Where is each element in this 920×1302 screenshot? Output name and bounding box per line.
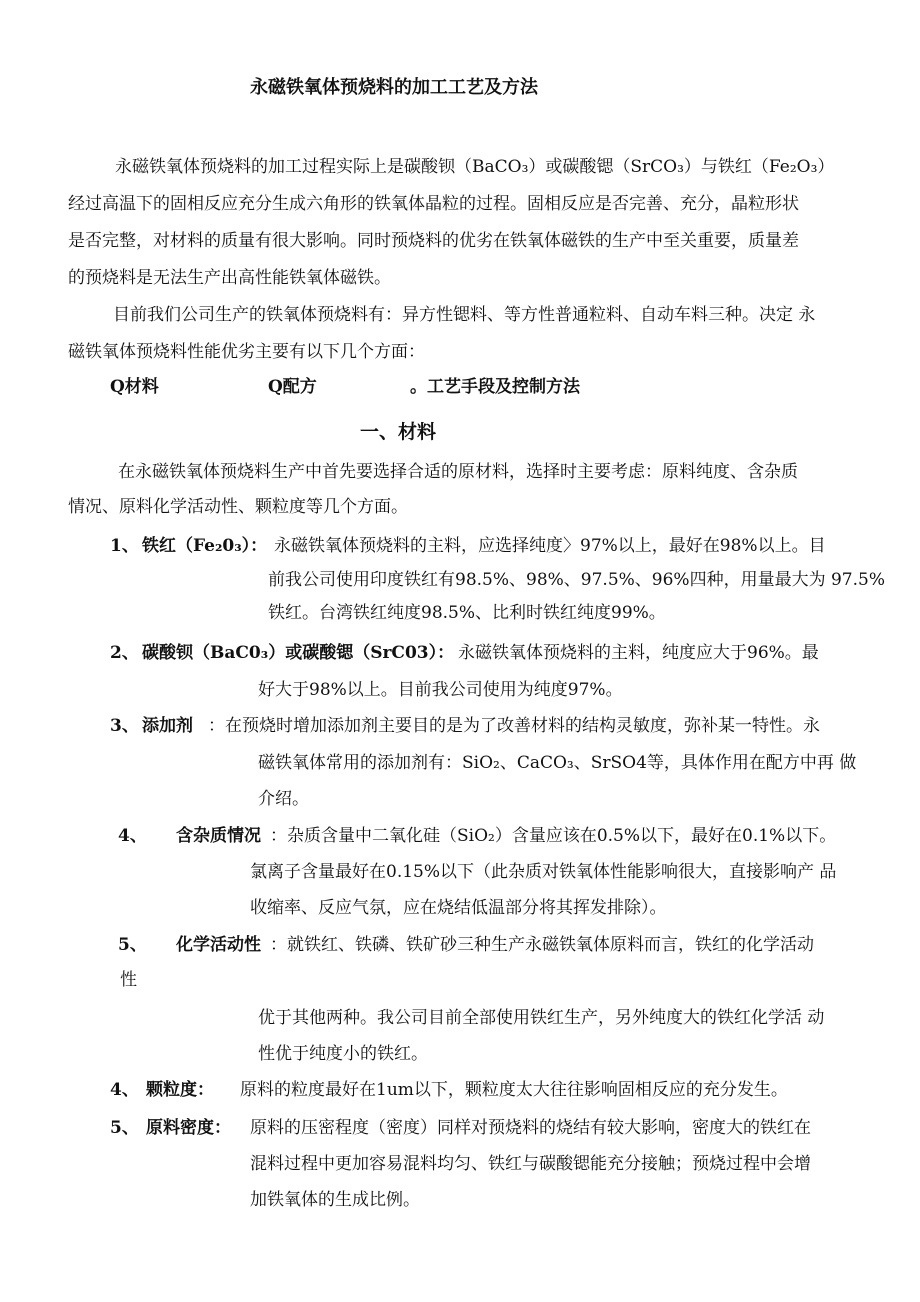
item-number: 3、	[110, 716, 139, 736]
item-text-line: 介绍。	[258, 789, 309, 809]
item-label: 含杂质情况	[176, 826, 261, 846]
item-text-line: 优于其他两种。我公司目前全部使用铁红生产，另外纯度大的铁红化学活 动	[258, 1008, 825, 1028]
item-text-line: 加铁氧体的生成比例。	[250, 1190, 420, 1210]
item-label: 颗粒度：	[146, 1080, 214, 1100]
item-number: 1、	[110, 536, 139, 556]
item-text-line: 收缩率、反应气氛，应在烧结低温部分将其挥发排除）。	[250, 898, 667, 918]
products-line-2: 磁铁氧体预烧料性能优劣主要有以下几个方面：	[68, 342, 425, 362]
aspect-materials: Q材料	[110, 377, 159, 397]
intro-line-2: 经过高温下的固相反应充分生成六角形的铁氧体晶粒的过程。固相反应是否完善、充分，晶粒形状	[68, 194, 799, 214]
item-number: 4、	[118, 826, 147, 846]
item-label: 添加剂	[142, 716, 193, 736]
item-number: 2、	[110, 643, 139, 663]
section-intro-line-2: 情况、原料化学活动性、颗粒度等几个方面。	[68, 497, 408, 517]
item-text-line: 性优于纯度小的铁红。	[258, 1044, 428, 1064]
item-text-line: 永磁铁氧体预烧料的主料，应选择纯度〉97%以上，最好在98%以上。目	[274, 536, 826, 556]
item-text-line: 氯离子含量最好在0.15%以下（此杂质对铁氧体性能影响很大，直接影响产 品	[250, 862, 837, 882]
item-label: 化学活动性	[176, 935, 261, 955]
item-label: 铁红（Fe₂0₃）：	[142, 536, 268, 556]
item-text-line: 原料的粒度最好在1um以下，颗粒度太大往往影响固相反应的充分发生。	[240, 1080, 788, 1100]
item-text-line: ：就铁红、铁磷、铁矿砂三种生产永磁铁氧体原料而言，铁红的化学活动	[270, 935, 814, 955]
intro-line-3: 是否完整，对材料的质量有很大影响。同时预烧料的优劣在铁氧体磁铁的生产中至关重要，质量差	[68, 231, 799, 251]
item-number: 4、	[110, 1080, 139, 1100]
aspect-formula: Q配方	[268, 377, 317, 397]
item-text-line: 好大于98%以上。目前我公司使用为纯度97%。	[258, 680, 623, 700]
item-text-line: 混料过程中更加容易混料均匀、铁红与碳酸锶能充分接触；预烧过程中会增	[250, 1154, 811, 1174]
item-text-line: ：杂质含量中二氧化硅（SiO₂）含量应该在0.5%以下，最好在0.1%以下。	[270, 826, 837, 846]
item-number: 5、	[118, 935, 147, 955]
item-number: 5、	[110, 1118, 139, 1138]
item-label: 原料密度：	[146, 1118, 231, 1138]
document-title: 永磁铁氧体预烧料的加工工艺及方法	[250, 77, 538, 98]
item-text-line: ：在预烧时增加添加剂主要目的是为了改善材料的结构灵敏度，弥补某一特性。永	[208, 716, 820, 736]
item-text-line: 永磁铁氧体预烧料的主料，纯度应大于96%。最	[458, 643, 819, 663]
item-text-line: 磁铁氧体常用的添加剂有：SiO₂、CaCO₃、SrSO4等，具体作用在配方中再 做	[258, 753, 857, 773]
section-intro-line-1: 在永磁铁氧体预烧料生产中首先要选择合适的原材料，选择时主要考虑：原料纯度、含杂质	[118, 462, 798, 482]
products-line-1: 目前我们公司生产的铁氧体预烧料有：异方性锶料、等方性普通粒料、自动车料三种。决定 永	[113, 305, 816, 325]
intro-line-4: 的预烧料是无法生产出高性能铁氧体磁铁。	[68, 268, 391, 288]
item-label: 碳酸钡（BaC0₃）或碳酸锶（SrC03）：	[142, 643, 455, 663]
item-text-line: 原料的压密程度（密度）同样对预烧料的烧结有较大影响，密度大的铁红在	[250, 1118, 811, 1138]
item-text-line: 性	[120, 970, 137, 990]
item-text-line: 铁红。台湾铁红纯度98.5%、比利时铁红纯度99%。	[268, 603, 666, 623]
intro-line-1: 永磁铁氧体预烧料的加工过程实际上是碳酸钡（BaCO₃）或碳酸锶（SrCO₃）与铁红（Fe₂O₃）	[115, 157, 835, 177]
item-text-line: 前我公司使用印度铁红有98.5%、98%、97.5%、96%四种，用量最大为 97.5%	[268, 570, 885, 590]
aspect-process: 。工艺手段及控制方法	[410, 377, 580, 397]
section-heading: 一、材料	[360, 421, 437, 443]
